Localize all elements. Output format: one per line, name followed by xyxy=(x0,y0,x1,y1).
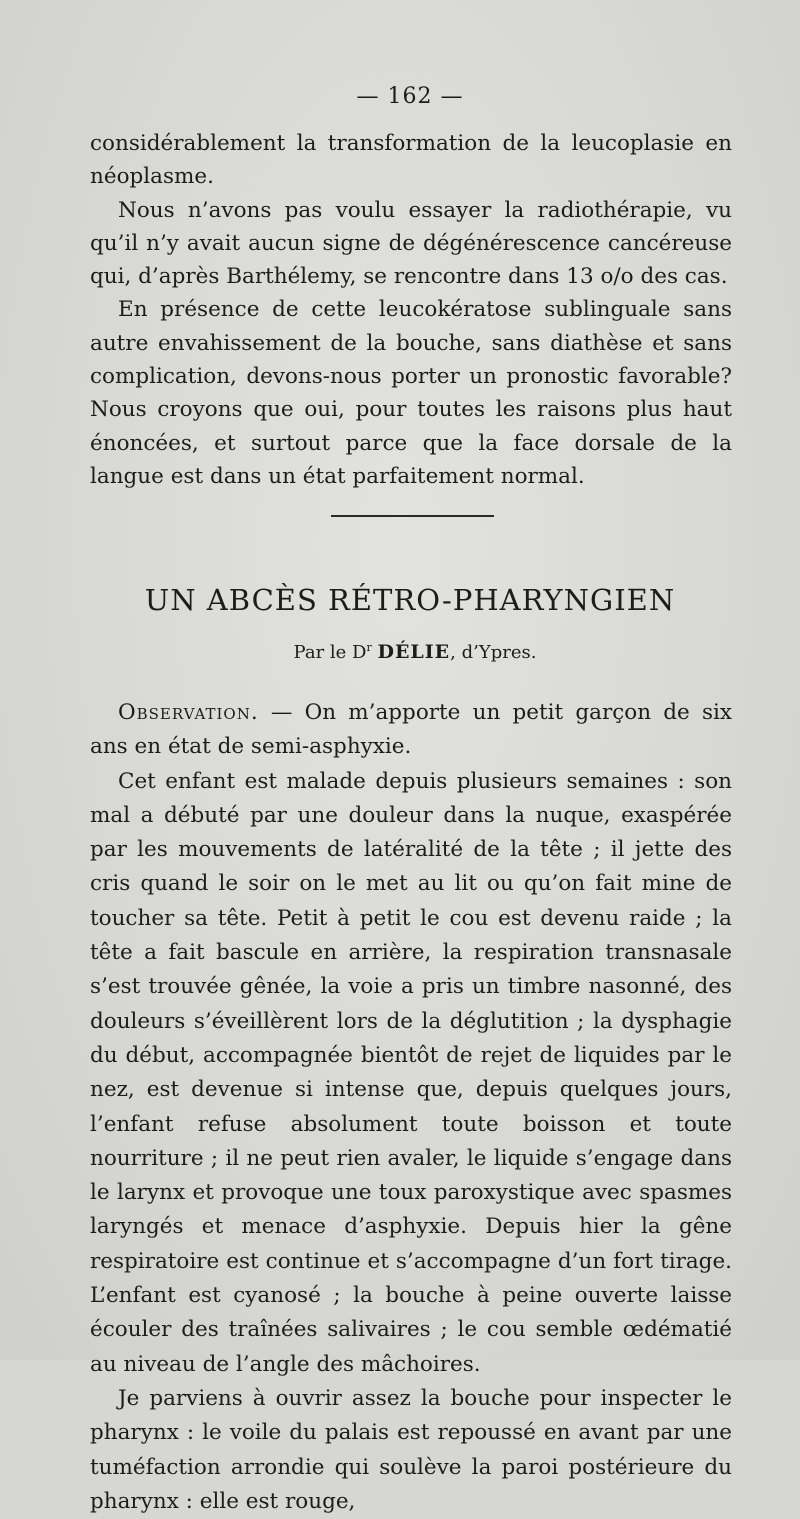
paragraph: En présence de cette leucokératose sublinguale sans autre envahissement de la bouche, sans diathèse et sans complication, devons-nous porter un pronostic favorable? Nous croyons que oui, pour toutes les raisons plus haut énoncées, et surtout parce que la face dorsale de la langue est dans un état parfaitement normal. xyxy=(90,297,732,489)
observation-label: Observation. xyxy=(118,700,259,725)
byline-prefix: Par le D xyxy=(293,642,367,663)
observation-paragraph xyxy=(90,696,732,765)
byline-suffix: , d’Ypres. xyxy=(450,642,537,663)
paragraph: considérablement la transformation de la leucoplasie en néoplasme. xyxy=(90,131,732,190)
section-divider xyxy=(331,515,494,517)
paragraph: Cet enfant est malade depuis plusieurs semaines : son mal a débuté par une douleur dans la nuque, exaspérée par les mouvements de latéralité de la tête ; il jette des cris quand le soir on le met au lit ou qu’on fait mine de toucher sa tête. Petit à petit le cou est devenu raide ; la tête a fait bascule en arrière, la respiration transnasale s’est trouvée gênée, la voie a pris un timbre nasonné, des douleurs s’éveillèrent lors de la déglutition ; la dysphagie du début, accompagnée bientôt de rejet de liquides par le nez, est devenue si intense que, depuis quelques jours, l’enfant refuse absolument toute boisson et toute nourriture ; il ne peut rien avaler, le liquide s’engage dans le larynx et provoque une toux paroxystique avec spasmes laryngés et menace d’asphyxie. Depuis hier la gêne respiratoire est continue et s’accompagne d’un fort tirage. L’enfant est cyanosé ; la bouche à peine ouverte laisse écouler des traînées salivaires ; le cou semble œdématié au niveau de l’angle des mâchoires. xyxy=(90,768,732,1377)
paragraph: Nous n’avons pas voulu essayer la radiothérapie, vu qu’il n’y avait aucun signe de dégénérescence cancéreuse qui, d’après Barthélemy, se rencontre dans 13 o/o des cas. xyxy=(90,197,732,290)
previous-article-ending xyxy=(90,127,732,493)
paragraph: Je parviens à ouvrir assez la bouche pour inspecter le pharynx : le voile du palais est repoussé en avant par une tuméfaction arrondie qui soulève la paroi postérieure du pharynx : elle est rouge, xyxy=(90,1385,732,1514)
author-name: DÉLIE xyxy=(377,641,451,663)
observation-text: — On m’apporte un petit garçon de six ans en état de semi-asphyxie. xyxy=(90,700,732,760)
byline-superscript: r xyxy=(366,641,372,654)
article-title: UN ABCÈS RÉTRO-PHARYNGIEN xyxy=(144,583,676,617)
article-body xyxy=(90,696,732,1519)
byline xyxy=(0,641,800,663)
page-number: — 162 — xyxy=(356,84,464,109)
